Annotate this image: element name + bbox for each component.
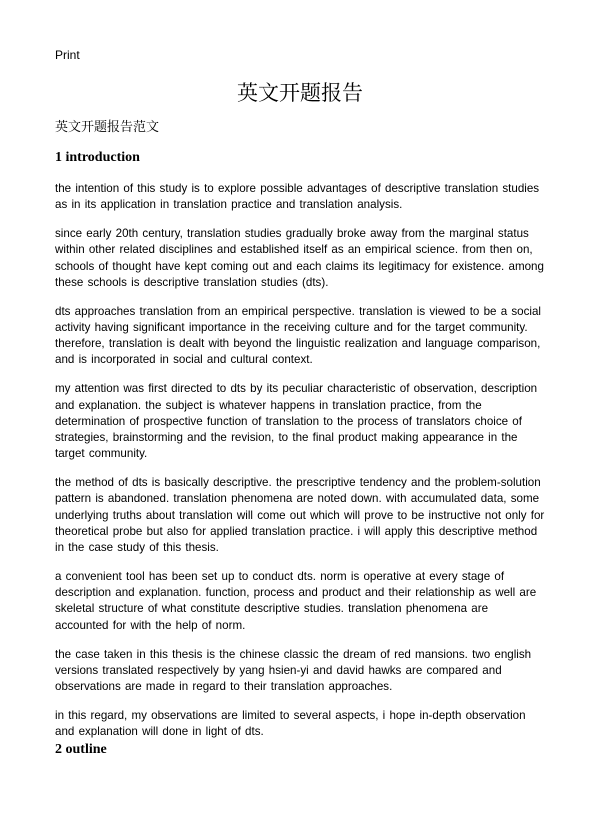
paragraph: since early 20th century, translation studies gradually broke away from the marginal status within other related disciplines and established itself as an empirical science. from then on, schools of thought have kept coming out and each claims its legitimacy for existence. among these schools is descriptive translation studies (dts). (55, 227, 544, 289)
document-title: 英文开题报告 (237, 81, 363, 105)
paragraph: the intention of this study is to explore possible advantages of descriptive translation studies as in its application in translation practice and translation analysis. (55, 182, 540, 212)
paragraph: dts approaches translation from an empirical perspective. translation is viewed to be a social activity having significant importance in the receiving culture and for the target community. therefore, translation is dealt with beyond the linguistic realization and language comparison, and is incorporated in social and cultural context. (55, 304, 542, 367)
paragraph: the method of dts is basically descriptive. the prescriptive tendency and the problem-solution pattern is abandoned. translation phenomena are noted down. with accumulated data, some underlying truths about translation will come out which will prove to be instructive not only for theoretical probe but also for applied translation practice. i will apply this descriptive method in the case study of this thesis. (55, 476, 545, 555)
paragraph: the case taken in this thesis is the chinese classic the dream of red mansions. two english versions translated respectively by yang hsien-yi and david hawks are compared and observations are made in regard to their translation approaches. (55, 647, 532, 694)
paragraph: my attention was first directed to dts by its peculiar characteristic of observation, description and explanation. the subject is whatever happens in translation practice, from the determination of prospective function of translation to the process of translators choice of strategies, brainstorming and the revision, to the final product making appearance in the target community. (55, 382, 538, 461)
paragraph: in this regard, my observations are limited to several aspects, i hope in-depth observation and explanation will done in light of dts. (55, 709, 526, 739)
section-heading-introduction: 1 introduction (55, 150, 140, 165)
paragraph: a convenient tool has been set up to conduct dts. norm is operative at every stage of description and explanation. function, process and product and their relationship as well are skeletal structure of what constitute descriptive studies. translation phenomena are accounted for with the help of norm. (55, 570, 537, 632)
introduction-body (55, 181, 545, 753)
section-heading-outline: 2 outline (55, 742, 107, 757)
document-subtitle: 英文开题报告范文 (55, 120, 160, 135)
print-link[interactable]: Print (55, 48, 80, 62)
